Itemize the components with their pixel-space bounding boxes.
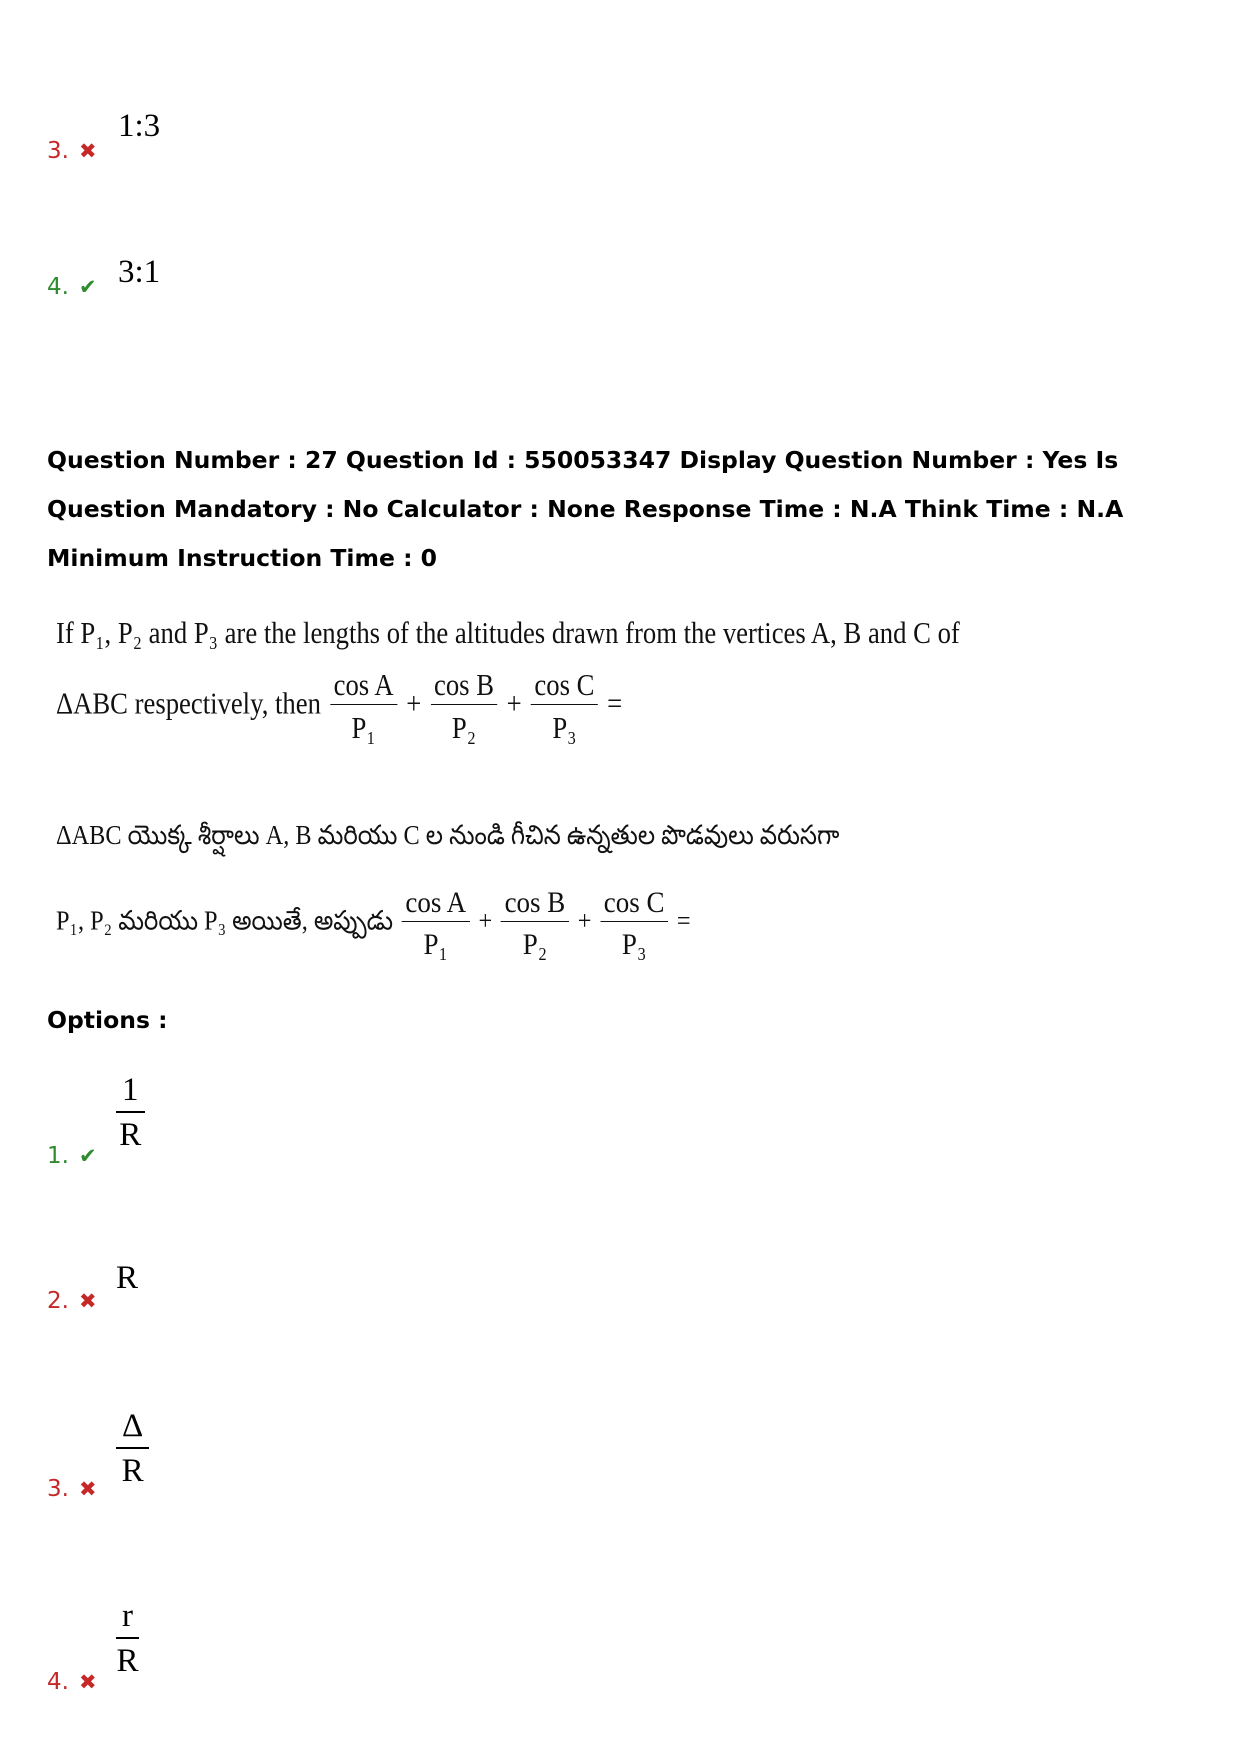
fraction-cos-c [531, 668, 598, 745]
wrong-mark-icon: ✖ [78, 1670, 97, 1694]
wrong-mark-icon: ✖ [78, 1289, 97, 1313]
option-2-content: R [116, 1260, 139, 1296]
fraction-denominator: P₂ [451, 710, 477, 746]
question-meta: Question Number : 27 Question Id : 550053347 Display Question Number : Yes Is Question Mandatory : No Calculator : None Response Time : N.A Think Time : N.A Minimum Instruction Time : 0 [47, 446, 1124, 572]
fraction-denominator: P₂ [522, 928, 548, 961]
option-number: 3. [47, 138, 69, 164]
option-number: 3. [47, 1476, 69, 1502]
option-number: 1. [47, 1143, 69, 1169]
prev-option-3-content: 1:3 [118, 108, 161, 144]
fraction-cos-a [402, 886, 470, 961]
option-4[interactable] [47, 1669, 97, 1695]
question-en-line-1: If P₁, P₂ and P₃ are the lengths of the altitudes drawn from the vertices A, B and C of [56, 615, 960, 650]
plus-sign: + [478, 905, 493, 936]
option-3[interactable] [47, 1476, 97, 1502]
fraction-denominator: R [119, 1117, 142, 1153]
wrong-mark-icon: ✖ [78, 1477, 97, 1501]
fraction-numerator: cos C [531, 668, 598, 705]
check-mark-icon: ✔ [78, 1144, 97, 1168]
option-3-content [116, 1408, 149, 1488]
fraction-numerator: Δ [116, 1410, 149, 1449]
fraction-numerator: cos B [501, 886, 569, 922]
fraction-numerator: 1 [116, 1074, 145, 1113]
fraction-denominator: R [116, 1643, 139, 1679]
fraction-denominator: P₁ [351, 710, 376, 746]
fraction-numerator: cos C [600, 886, 668, 922]
plus-sign: + [577, 905, 592, 936]
option-number: 4. [47, 1669, 69, 1695]
equals-sign: = [607, 685, 623, 721]
question-en-prefix: ΔABC respectively, then [56, 685, 321, 721]
check-mark-icon: ✔ [78, 275, 97, 299]
fraction-denominator: P₃ [621, 928, 647, 961]
prev-option-4[interactable] [47, 274, 97, 300]
fraction-cos-b [501, 886, 569, 961]
fraction-numerator: r [116, 1600, 139, 1639]
prev-option-4-content: 3:1 [118, 254, 161, 290]
option-4-content [116, 1598, 139, 1678]
wrong-mark-icon: ✖ [78, 139, 97, 163]
plus-sign: + [406, 685, 422, 721]
option-number: 2. [47, 1288, 69, 1314]
fraction-denominator: P₁ [423, 928, 448, 961]
prev-option-3[interactable] [47, 138, 97, 164]
fraction-cos-b [431, 668, 498, 745]
fraction-cos-a [330, 668, 397, 745]
option-1-content [116, 1072, 145, 1152]
fraction-numerator: cos B [431, 668, 498, 705]
question-te-line-1: ΔABC యొక్క శీర్షాలు A, B మరియు C ల నుండి గీచిన ఉన్నతుల పొడవులు వరుసగా [56, 820, 840, 850]
fraction-denominator: R [121, 1453, 144, 1489]
question-te-line-2 [56, 886, 691, 961]
options-label: Options : [47, 1006, 168, 1034]
fraction-numerator: cos A [402, 886, 470, 922]
fraction-cos-c [600, 886, 668, 961]
question-en-line-2 [56, 668, 622, 745]
question-te-prefix: P₁, P₂ మరియు P₃ అయితే, అప్పుడు [56, 905, 393, 936]
equals-sign: = [676, 905, 691, 936]
option-1[interactable] [47, 1143, 97, 1169]
fraction-denominator: P₃ [552, 710, 577, 746]
option-number: 4. [47, 274, 69, 300]
fraction-numerator: cos A [330, 668, 397, 705]
plus-sign: + [506, 685, 522, 721]
option-2[interactable] [47, 1288, 97, 1314]
